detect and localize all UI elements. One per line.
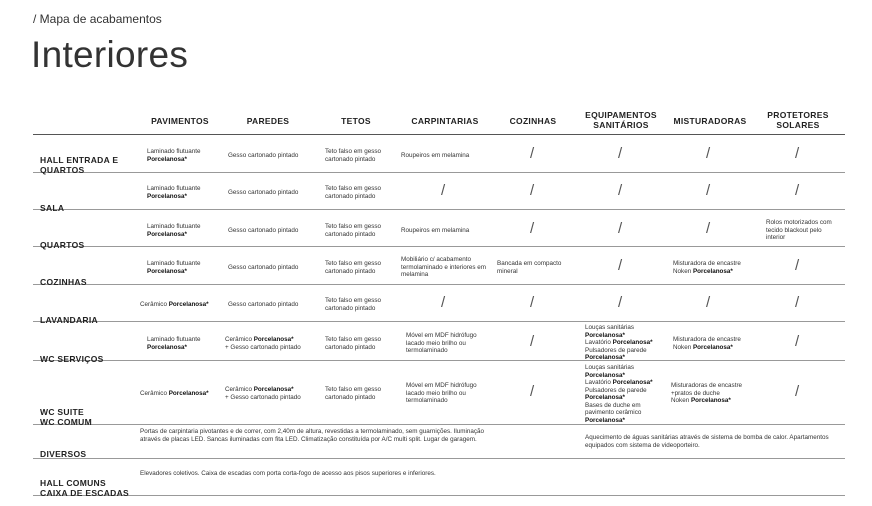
row-label-quartos: QUARTOS (40, 240, 85, 250)
hall-comuns-text: Elevadores coletivos. Caixa de escadas com porta corta-fogo de acesso aos pisos superiores e inferiores. (140, 470, 436, 477)
empty-slash: / (795, 257, 800, 274)
empty-slash: / (618, 294, 623, 311)
empty-slash: / (530, 333, 535, 350)
table-divider (33, 246, 845, 247)
row-label-diversos: DIVERSOS (40, 449, 87, 459)
cell-parede: Gesso cartonado pintado (228, 301, 299, 308)
empty-slash: / (706, 145, 711, 162)
cell-carpintaria: Móvel em MDF hidrófugo lacado meio brilho ou termolaminado (406, 332, 477, 354)
col-header-cozinhas: COZINHAS (509, 116, 557, 126)
diversos-left-text: Portas de carpintaria pivotantes e de correr, com 2,40m de altura, revestidas a termolaminado, sem guarnições. Iluminação através de placas LED. Sancas iluminadas com fita LED. Climatização constituída por A/C multi split. Lugar de garagem. (140, 428, 485, 443)
cell-carpintaria: Móvel em MDF hidrófugo lacado meio brilho ou termolaminado (406, 382, 477, 404)
row-label-cozinhas: COZINHAS (40, 277, 87, 287)
cell-pavimento: Laminado flutuante Porcelanosa* (147, 148, 201, 163)
col-header-protetores: PROTETORES SOLARES (767, 110, 829, 130)
table-divider (33, 172, 845, 173)
empty-slash: / (530, 383, 535, 400)
cell-parede: Gesso cartonado pintado (228, 189, 299, 196)
empty-slash: / (706, 294, 711, 311)
empty-slash: / (441, 294, 446, 311)
cell-carpintaria: Roupeiros em melamina (401, 152, 470, 159)
cell-cozinha: Bancada em compacto mineral (497, 260, 562, 275)
empty-slash: / (706, 182, 711, 199)
cell-teto: Teto falso em gesso cartonado pintado (325, 297, 382, 312)
cell-pavimento: Laminado flutuante Porcelanosa* (147, 260, 201, 275)
table-divider (33, 458, 845, 459)
cell-teto: Teto falso em gesso cartonado pintado (325, 386, 382, 401)
empty-slash: / (441, 182, 446, 199)
empty-slash: / (530, 294, 535, 311)
cell-parede: Gesso cartonado pintado (228, 227, 299, 234)
empty-slash: / (530, 145, 535, 162)
cell-teto: Teto falso em gesso cartonado pintado (325, 336, 382, 351)
cell-pavimento: Cerâmico Porcelanosa* (140, 390, 209, 397)
row-label-sala: SALA (40, 203, 65, 213)
empty-slash: / (795, 383, 800, 400)
row-label-wc-servicos: WC SERVIÇOS (40, 354, 104, 364)
cell-equipamentos: Louças sanitárias Porcelanosa* Lavatório Porcelanosa* Pulsadores de parede Porcelanosa* Bases de duche em pavimento cerâmico Porcelanosa* (585, 364, 653, 424)
empty-slash: / (618, 220, 623, 237)
empty-slash: / (795, 294, 800, 311)
cell-parede: Gesso cartonado pintado (228, 152, 299, 159)
diversos-right-text: Aquecimento de águas sanitárias através de sistema de bomba de calor. Apartamentos equipados com sistema de videoporteiro. (585, 434, 829, 449)
table-divider (33, 495, 845, 496)
col-header-pavimentos: PAVIMENTOS (151, 116, 209, 126)
cell-pavimento: Laminado flutuante Porcelanosa* (147, 223, 201, 238)
cell-misturadora: Misturadoras de encastre +pratos de duche Noken Porcelanosa* (671, 382, 743, 404)
table-divider (33, 321, 845, 322)
col-header-tetos: TETOS (341, 116, 371, 126)
col-header-misturadoras: MISTURADORAS (673, 116, 747, 126)
cell-teto: Teto falso em gesso cartonado pintado (325, 260, 382, 275)
cell-parede: Cerâmico Porcelanosa* + Gesso cartonado pintado (225, 336, 301, 351)
cell-misturadora: Misturadora de encastre Noken Porcelanosa* (673, 260, 741, 275)
empty-slash: / (795, 145, 800, 162)
cell-protetores: Rolos motorizados com tecido blackout pelo interior (766, 219, 832, 241)
table-divider (33, 360, 845, 361)
table-divider (33, 134, 845, 135)
row-label-hall-comuns: HALL COMUNS CAIXA DE ESCADAS (40, 478, 130, 498)
cell-carpintaria: Roupeiros em melamina (401, 227, 470, 234)
cell-pavimento: Laminado flutuante Porcelanosa* (147, 185, 201, 200)
col-header-paredes: PAREDES (246, 116, 290, 126)
empty-slash: / (618, 257, 623, 274)
cell-parede: Cerâmico Porcelanosa* + Gesso cartonado pintado (225, 386, 301, 401)
breadcrumb: / Mapa de acabamentos (33, 12, 162, 26)
empty-slash: / (795, 182, 800, 199)
empty-slash: / (618, 182, 623, 199)
row-label-wc-suite: WC SUITE WC COMUM (40, 407, 92, 427)
table-divider (33, 284, 845, 285)
cell-equipamentos: Louças sanitárias Porcelanosa* Lavatório Porcelanosa* Pulsadores de parede Porcelanosa* (585, 324, 653, 361)
cell-pavimento: Cerâmico Porcelanosa* (140, 301, 209, 308)
table-divider (33, 209, 845, 210)
cell-pavimento: Laminado flutuante Porcelanosa* (147, 336, 201, 351)
col-header-equipamentos: EQUIPAMENTOS SANITÁRIOS (585, 110, 657, 130)
empty-slash: / (530, 182, 535, 199)
col-header-carpintarias: CARPINTARIAS (411, 116, 479, 126)
cell-misturadora: Misturadora de encastre Noken Porcelanosa* (673, 336, 741, 351)
empty-slash: / (530, 220, 535, 237)
row-label-lavandaria: LAVANDARIA (40, 315, 98, 325)
cell-carpintaria: Mobiliário c/ acabamento termolaminado e interiores em melamina (401, 256, 487, 278)
table-divider (33, 424, 845, 425)
cell-teto: Teto falso em gesso cartonado pintado (325, 185, 382, 200)
cell-parede: Gesso cartonado pintado (228, 264, 299, 271)
row-label-hall-entrada: HALL ENTRADA E QUARTOS (40, 155, 119, 175)
page-title: Interiores (31, 34, 189, 75)
empty-slash: / (795, 333, 800, 350)
cell-teto: Teto falso em gesso cartonado pintado (325, 223, 382, 238)
empty-slash: / (618, 145, 623, 162)
empty-slash: / (706, 220, 711, 237)
cell-teto: Teto falso em gesso cartonado pintado (325, 148, 382, 163)
